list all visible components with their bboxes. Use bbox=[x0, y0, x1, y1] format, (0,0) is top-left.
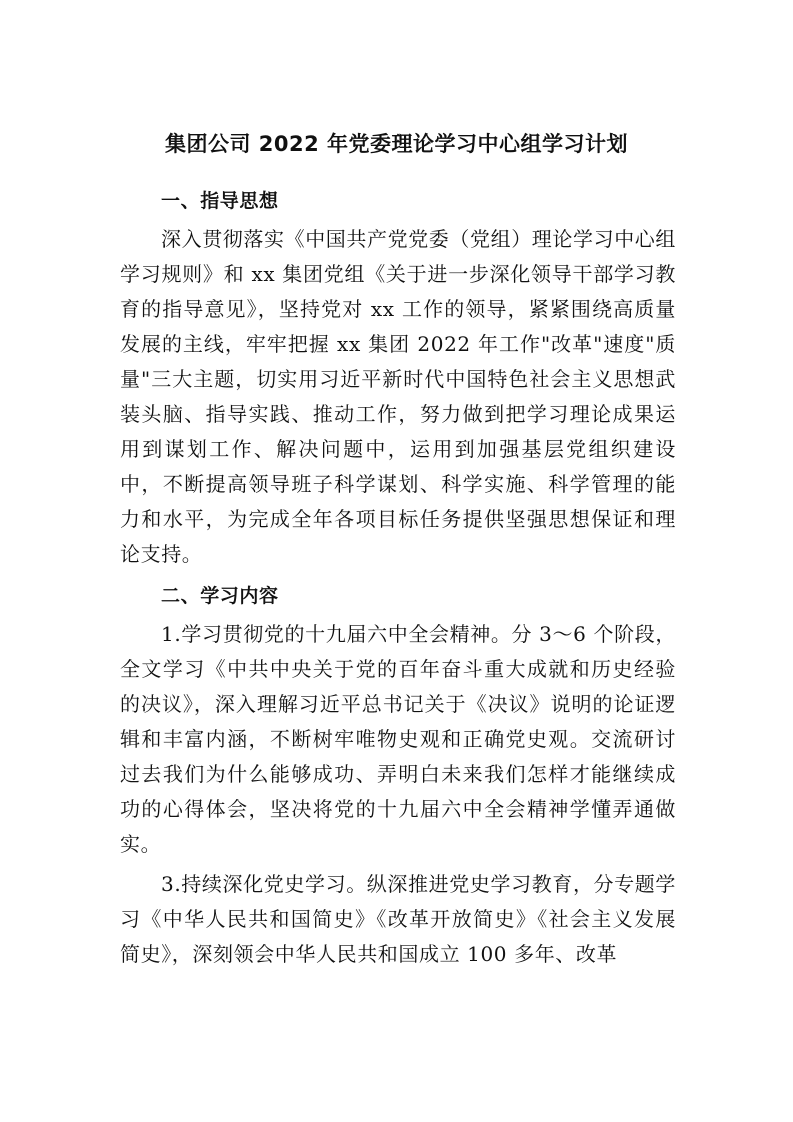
paragraph-study-item-3: 3.持续深化党史学习。纵深推进党史学习教育，分专题学习《中华人民共和国简史》《改革开放简史》《社会主义发展简史》，深刻领会中华人民共和国成立 100 多年、改革 bbox=[120, 872, 676, 966]
section-heading-guiding-ideology: 一、指导思想 bbox=[161, 190, 279, 212]
paragraph-guiding-ideology: 深入贯彻落实《中国共产党党委（党组）理论学习中心组学习规则》和 xx 集团党组《关于进一步深化领导干部学习教育的指导意见》，坚持党对 xx 工作的领导，紧紧围绕高质量发展的主线，牢牢把握 xx 集团 2022 年工作"改革"速度"质量"三大主题，切实用习近平新时代中国特色社会主义思想武装头脑、指导实践、推动工作，努力做到把学习理论成果运用到谋划工作、解决问题中，运用到加强基层党组织建设中，不断提高领导班子科学谋划、科学实施、科学管理的能力和水平，为完成全年各项目标任务提供坚强思想保证和理论支持。 bbox=[120, 227, 676, 566]
paragraph-study-item-1: 1.学习贯彻党的十九届六中全会精神。分 3～6 个阶段，全文学习《中共中央关于党的百年奋斗重大成就和历史经验的决议》，深入理解习近平总书记关于《决议》说明的论证逻辑和丰富内涵，不断树牢唯物史观和正确党史观。交流研讨过去我们为什么能够成功、弄明白未来我们怎样才能继续成功的心得体会，坚决将党的十九届六中全会精神学懂弄通做实。 bbox=[120, 622, 676, 856]
section-heading-study-content: 二、学习内容 bbox=[161, 585, 279, 607]
document-title: 集团公司 2022 年党委理论学习中心组学习计划 bbox=[164, 132, 629, 156]
document-body bbox=[120, 184, 676, 977]
